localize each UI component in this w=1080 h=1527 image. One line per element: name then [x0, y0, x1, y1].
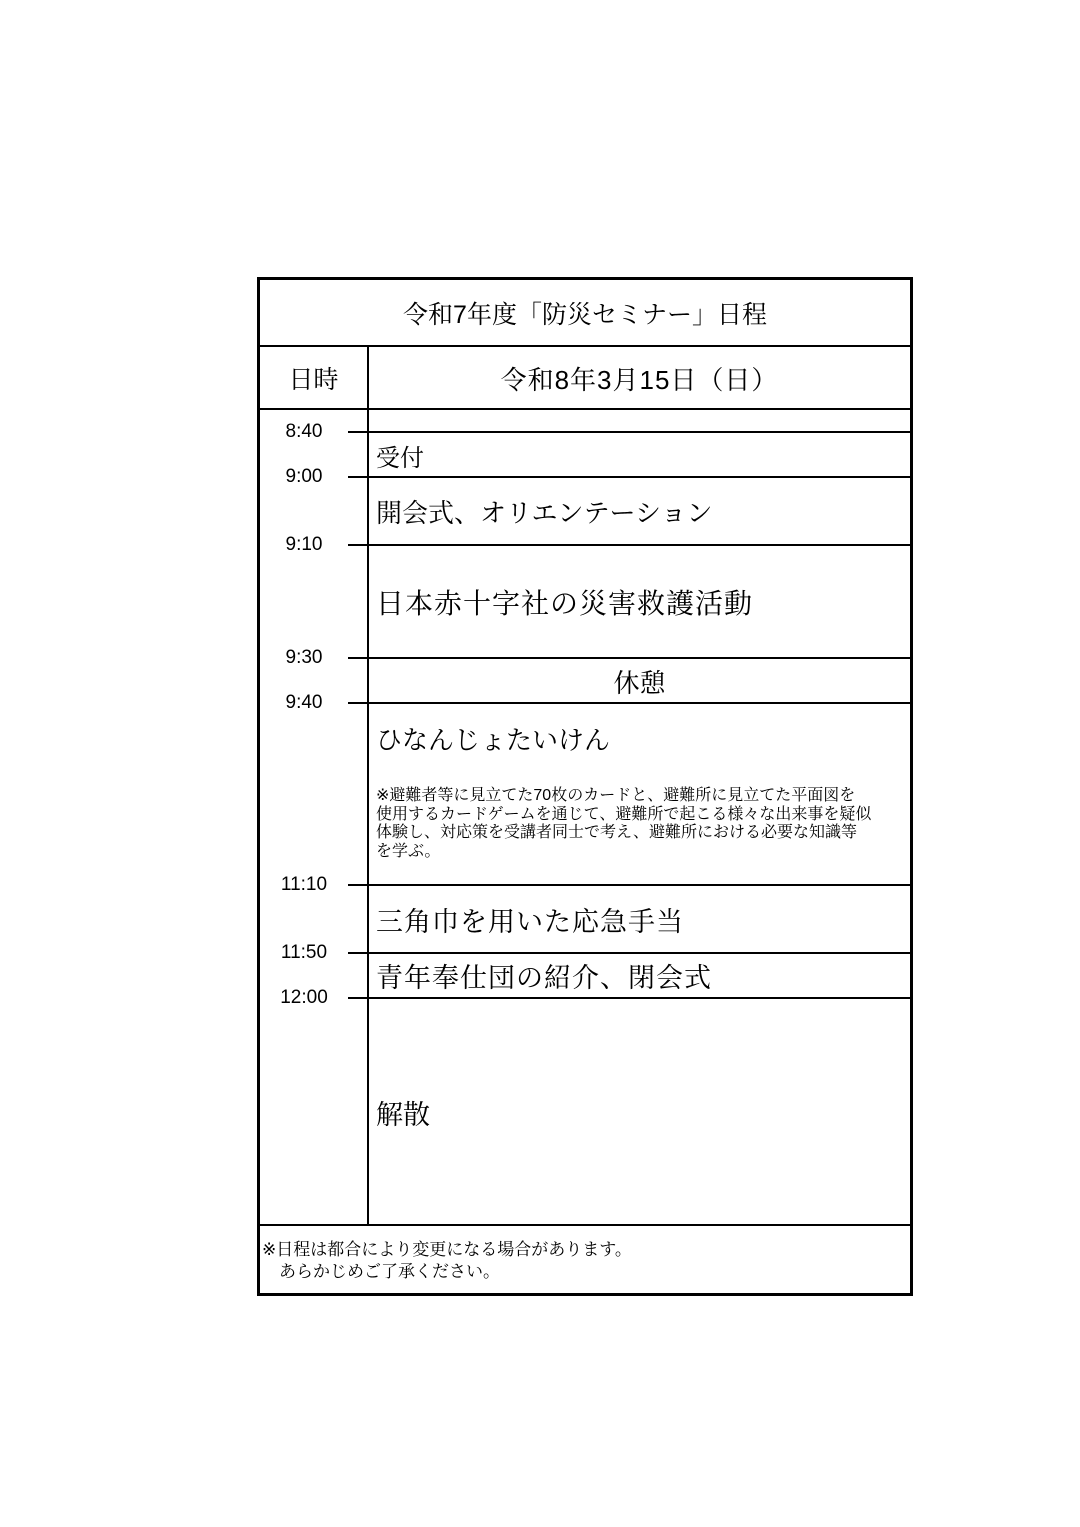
time-label: 9:40 [285, 692, 323, 713]
event-red-cross: 日本赤十字社の災害救護活動 [376, 588, 754, 619]
footer-note [262, 1239, 902, 1283]
note-line: 使用するカードゲームを通じて、避難所で起こる様々な出来事を疑似 [376, 805, 872, 823]
footer-line: あらかじめご了承ください。 [262, 1262, 500, 1281]
time-label: 9:00 [285, 466, 323, 487]
event-shelter-game: ひなんじょたいけん [376, 724, 611, 755]
time-label: 12:00 [280, 987, 328, 1008]
date-row-divider [260, 408, 910, 410]
time-label: 9:30 [285, 647, 323, 668]
schedule-title: 令和7年度「防災セミナー」日程 [403, 301, 767, 329]
time-label: 11:10 [280, 874, 328, 895]
time-label: 8:40 [285, 421, 323, 442]
event-shelter-game-note [376, 787, 910, 861]
event-closing: 青年奉仕団の紹介、閉会式 [376, 962, 712, 993]
time-label: 9:10 [285, 534, 323, 555]
date-value: 令和8年3月15日（日） [500, 364, 779, 395]
event-break: 休憩 [613, 667, 666, 698]
event-first-aid: 三角巾を用いた応急手当 [376, 907, 684, 937]
event-dismissal: 解散 [376, 1099, 430, 1130]
note-line: ※避難者等に見立てた70枚のカードと、避難所に見立てた平面図を [376, 787, 856, 804]
event-reception: 受付 [376, 444, 424, 472]
event-opening: 開会式、オリエンテーション [376, 498, 713, 528]
date-label: 日時 [288, 366, 339, 394]
footer-divider [260, 1224, 910, 1226]
note-line: 体験し、対応策を受講者同士で考え、避難所における必要な知識等 [376, 824, 857, 841]
time-label: 11:50 [280, 942, 328, 963]
note-line: を学ぶ。 [376, 842, 441, 860]
footer-line: ※日程は都合により変更になる場合があります。 [262, 1240, 632, 1259]
